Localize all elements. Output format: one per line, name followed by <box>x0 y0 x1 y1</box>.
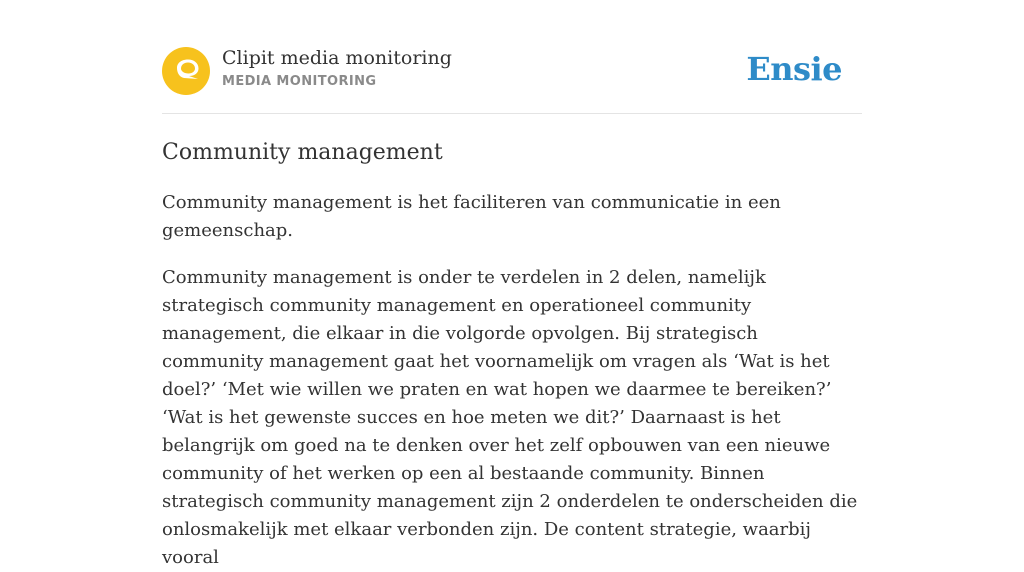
header <box>162 46 862 96</box>
site-logo[interactable]: Ensie <box>746 50 842 88</box>
brand-logo[interactable] <box>162 47 210 95</box>
article-paragraph: Community management is onder te verdelen in 2 delen, namelijk strategisch community management en operationeel community management, die elkaar in die volgorde opvolgen. Bij strategisch community management gaat het voornamelijk om vragen als ‘Wat is het doel?’ ‘Met wie willen we praten en wat hopen we daarmee te bereiken?’ ‘Wat is het gewenste succes en hoe meten we dit?’ Daarnaast is het belangrijk om goed na te denken over het zelf opbouwen van een nieuwe community of het werken op een al bestaande community. Binnen strategisch community management zijn 2 onderdelen te onderscheiden die onlosmakelijk met elkaar verbonden zijn. De content strategie, waarbij vooral <box>162 267 858 568</box>
brand-category: MEDIA MONITORING <box>222 74 377 89</box>
speech-bubble-icon <box>162 47 210 95</box>
brand-name[interactable]: Clipit media monitoring <box>222 47 452 69</box>
article-paragraph: Community management is het faciliteren van communicatie in een gemeenschap. <box>162 192 781 241</box>
article <box>162 138 862 572</box>
header-divider <box>162 113 862 114</box>
article-title: Community management <box>162 140 443 165</box>
